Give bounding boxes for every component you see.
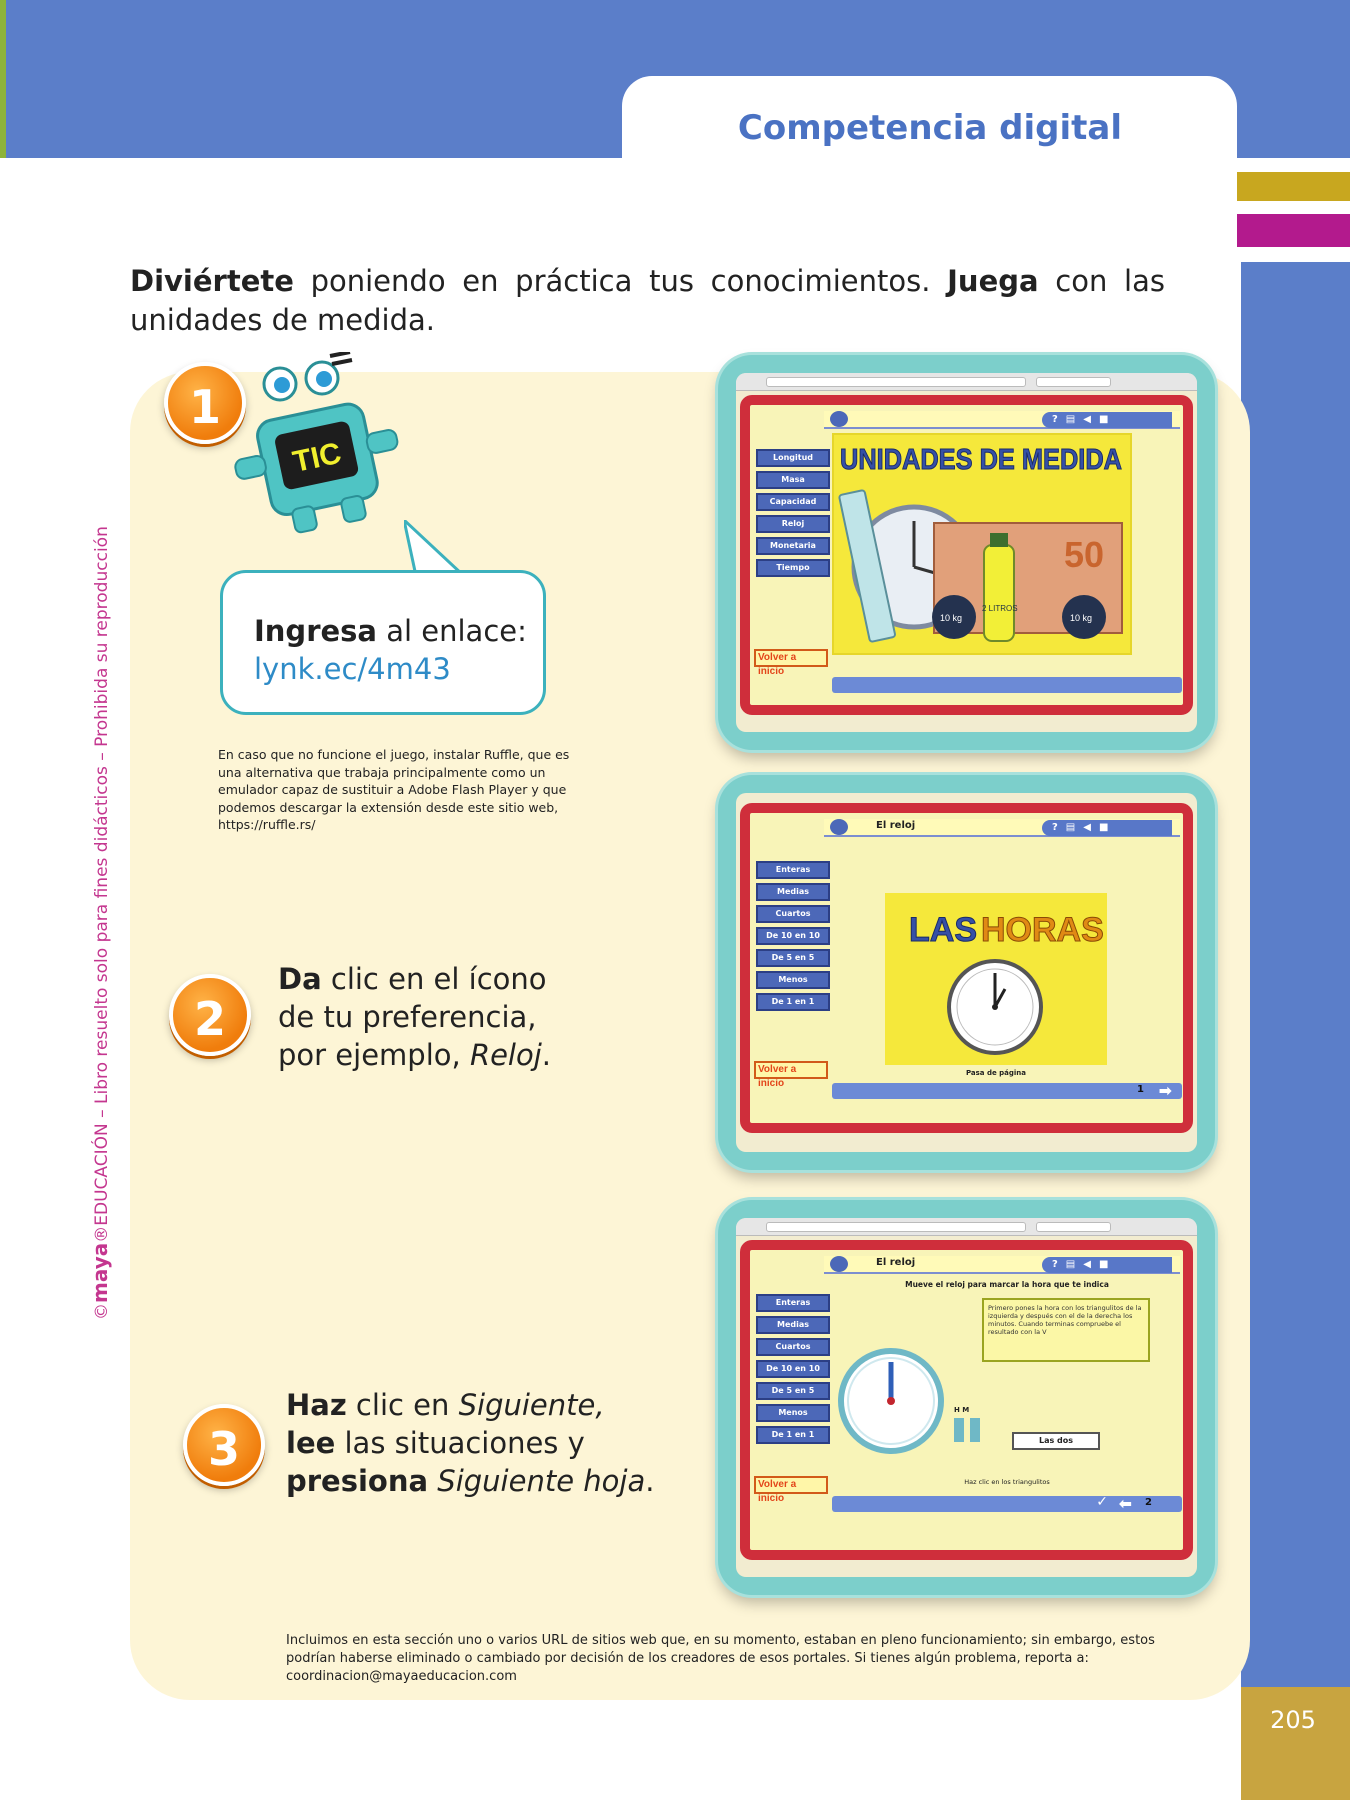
- game-bottom-strip: [832, 677, 1182, 693]
- intro-text-2: con las unidades de medida.: [130, 264, 1165, 337]
- page-number: 205: [1270, 1706, 1316, 1734]
- page-indicator: 2: [1145, 1497, 1152, 1508]
- triangles-caption: Haz clic en los triangulitos: [964, 1478, 1050, 1486]
- menu-item-de-1-en-1[interactable]: De 1 en 1: [756, 1426, 830, 1444]
- measurement-objects-illustration: [834, 435, 1134, 657]
- step-2-text-3b: .: [541, 1038, 552, 1072]
- speech-bubble-tail: [404, 520, 484, 576]
- registered-symbol: ®: [92, 1225, 112, 1243]
- weight-label-left: 10 kg: [940, 613, 963, 623]
- green-edge-line: [0, 0, 6, 158]
- menu-item-masa[interactable]: Masa: [756, 471, 830, 489]
- step-2-italic: Reloj: [469, 1038, 542, 1072]
- weight-label-right: 10 kg: [1070, 613, 1093, 623]
- game-logo-icon: [830, 819, 848, 835]
- intro-text-1: poniendo en práctica tus conocimientos.: [293, 264, 948, 298]
- browser-search-box: [1036, 377, 1111, 387]
- pasa-de-pagina-caption: Pasa de página: [965, 1069, 1027, 1077]
- interactive-clock[interactable]: [836, 1346, 946, 1456]
- menu-item-capacidad[interactable]: Capacidad: [756, 493, 830, 511]
- hours-minutes-label: H M: [954, 1406, 970, 1414]
- bottle-label: 2 LITROS: [982, 604, 1018, 613]
- menu-item-menos[interactable]: Menos: [756, 1404, 830, 1422]
- step-2-line-3: [278, 1036, 551, 1074]
- step-3-text-2: las situaciones y: [335, 1426, 585, 1460]
- menu-item-de-10-en-10[interactable]: De 10 en 10: [756, 1360, 830, 1378]
- game-title: UNIDADES DE MEDIDA: [840, 444, 1123, 476]
- step-3-bold-2: lee: [286, 1426, 336, 1460]
- gold-stripe: [1237, 172, 1350, 201]
- screenshot-1-inner: [736, 373, 1197, 732]
- answer-field[interactable]: Las dos: [1012, 1432, 1100, 1450]
- menu-item-enteras[interactable]: Enteras: [756, 1294, 830, 1312]
- step-2-text-1: clic en el ícono: [321, 962, 547, 996]
- menu-item-de-5-en-5[interactable]: De 5 en 5: [756, 949, 830, 967]
- step-3-line-3: [286, 1462, 654, 1500]
- step-3-bold-3: presiona: [286, 1464, 429, 1498]
- game-frame: [740, 1240, 1193, 1560]
- hour-stepper[interactable]: [954, 1418, 964, 1442]
- step-3-text-1: clic en: [346, 1388, 459, 1422]
- game-toolbar-icons: ?▤◀■: [1042, 412, 1172, 428]
- browser-url-bar: [766, 377, 1026, 387]
- menu-item-enteras[interactable]: Enteras: [756, 861, 830, 879]
- browser-search-box: [1036, 1222, 1111, 1232]
- game-bottom-strip: [832, 1083, 1182, 1099]
- copyright-text: EDUCACIÓN – Libro resuelto solo para fines didácticos – Prohibida su reproducción: [92, 526, 112, 1226]
- next-arrow-icon[interactable]: ➡: [1158, 1081, 1172, 1100]
- step-3-line-1: [286, 1386, 654, 1424]
- banknote-value: 50: [1064, 534, 1105, 575]
- menu-item-monetaria[interactable]: Monetaria: [756, 537, 830, 555]
- footer-disclaimer: Incluimos en esta sección uno o varios URL de sitios web que, en su momento, estaban en pleno funcionamiento; sin embargo, estos podrían haberse eliminado o cambiado por decisión de los creadores de esos portales. Si tienes algún problema, reporta a: coordinacion@mayaeducacion.com: [286, 1633, 1155, 1684]
- copyright-symbol: ©: [92, 1303, 112, 1320]
- screenshot-unidades-de-medida: [718, 355, 1215, 750]
- las-horas-illustration: [885, 893, 1107, 1065]
- menu-item-medias[interactable]: Medias: [756, 883, 830, 901]
- step-1-instruction: [254, 614, 527, 648]
- step-2-line-2: de tu preferencia,: [278, 1000, 537, 1034]
- purple-stripe: [1237, 214, 1350, 247]
- clock-menu: [756, 1294, 830, 1448]
- check-icon[interactable]: ✓: [1096, 1494, 1108, 1510]
- step-2-badge: 2: [169, 974, 251, 1056]
- browser-toolbar: [736, 1218, 1197, 1236]
- page-number-box: [1241, 1687, 1350, 1800]
- las-horas-panel: [885, 893, 1107, 1065]
- las-horas-title-a: LAS: [909, 911, 977, 949]
- brand-name: maya: [88, 1242, 112, 1303]
- game-frame: [740, 395, 1193, 715]
- browser-url-bar: [766, 1222, 1026, 1232]
- screenshot-el-reloj: [718, 775, 1215, 1170]
- screenshot-3-inner: [736, 1218, 1197, 1577]
- step-3-italic-2: Siguiente hoja: [428, 1464, 646, 1498]
- volver-a-inicio-button[interactable]: Volver a inicio: [754, 1061, 828, 1079]
- game-menu: [756, 449, 830, 581]
- side-band: [1241, 262, 1350, 1687]
- menu-item-de-10-en-10[interactable]: De 10 en 10: [756, 927, 830, 945]
- screenshot-2-inner: [736, 793, 1197, 1152]
- ruffle-note: En caso que no funcione el juego, instalar Ruffle, que es una alternativa que trabaja principalmente como un emulador capaz de sustituir a Adobe Flash Player y que podemos descargar la extensión desde este sitio web, https://ruffle.rs/: [218, 747, 570, 832]
- menu-item-longitud[interactable]: Longitud: [756, 449, 830, 467]
- game-bottom-strip: [832, 1496, 1182, 1512]
- menu-item-cuartos[interactable]: Cuartos: [756, 1338, 830, 1356]
- step-2-instruction: [278, 960, 551, 1074]
- game-hero-panel: [832, 433, 1132, 655]
- intro-bold-2: Juega: [947, 264, 1039, 298]
- step-1-text: al enlace:: [377, 614, 527, 648]
- volver-a-inicio-button[interactable]: Volver a inicio: [754, 1476, 828, 1494]
- step-3-badge: 3: [183, 1404, 265, 1486]
- tic-robot-illustration: [218, 352, 428, 542]
- step-3-tail: .: [645, 1464, 655, 1498]
- step-3-italic-1: Siguiente,: [458, 1388, 605, 1422]
- game-link[interactable]: lynk.ec/4m43: [254, 652, 451, 686]
- page-indicator: 1: [1137, 1084, 1144, 1095]
- step-2-text-3a: por ejemplo,: [278, 1038, 470, 1072]
- page-title: Competencia digital: [737, 108, 1122, 148]
- game-toolbar-icons: ?▤◀■: [1042, 1257, 1172, 1273]
- menu-item-reloj[interactable]: Reloj: [756, 515, 830, 533]
- menu-item-tiempo[interactable]: Tiempo: [756, 559, 830, 577]
- las-horas-title-b: HORAS: [981, 911, 1104, 949]
- clock-instruction: Mueve el reloj para marcar la hora que te indica: [905, 1280, 1109, 1289]
- menu-item-menos[interactable]: Menos: [756, 971, 830, 989]
- minute-stepper[interactable]: [970, 1418, 980, 1442]
- step-1-bold: Ingresa: [254, 614, 377, 648]
- menu-item-de-5-en-5[interactable]: De 5 en 5: [756, 1382, 830, 1400]
- step-1-badge: 1: [164, 362, 246, 444]
- browser-toolbar: [736, 373, 1197, 391]
- intro-bold-1: Diviértete: [130, 264, 294, 298]
- screen-header: El reloj: [876, 820, 916, 831]
- screen-header: El reloj: [876, 1257, 916, 1268]
- menu-item-de-1-en-1[interactable]: De 1 en 1: [756, 993, 830, 1011]
- step-3-instruction: [286, 1386, 654, 1500]
- game-frame: [740, 803, 1193, 1133]
- game-logo-icon: [830, 411, 848, 427]
- back-arrow-icon[interactable]: ⬅: [1118, 1494, 1132, 1513]
- game-toolbar-icons: ?▤◀■: [1042, 820, 1172, 836]
- screenshot-mueve-el-reloj: [718, 1200, 1215, 1595]
- copyright-notice: [88, 526, 112, 1320]
- hint-box: Primero pones la hora con los triangulitos de la izquierda y después con el de la derecha los minutos. Cuando terminas compruebe el resultado con la V: [982, 1298, 1150, 1362]
- clock-menu: [756, 861, 830, 1015]
- volver-a-inicio-button[interactable]: Volver a inicio: [754, 649, 828, 667]
- robot-screen-label: TIC: [290, 436, 345, 480]
- menu-item-medias[interactable]: Medias: [756, 1316, 830, 1334]
- step-3-line-2: [286, 1424, 654, 1462]
- step-2-line-1: [278, 960, 551, 998]
- step-2-bold: Da: [278, 962, 322, 996]
- menu-item-cuartos[interactable]: Cuartos: [756, 905, 830, 923]
- intro-paragraph: [130, 262, 1165, 340]
- game-logo-icon: [830, 1256, 848, 1272]
- step-3-bold-1: Haz: [286, 1388, 347, 1422]
